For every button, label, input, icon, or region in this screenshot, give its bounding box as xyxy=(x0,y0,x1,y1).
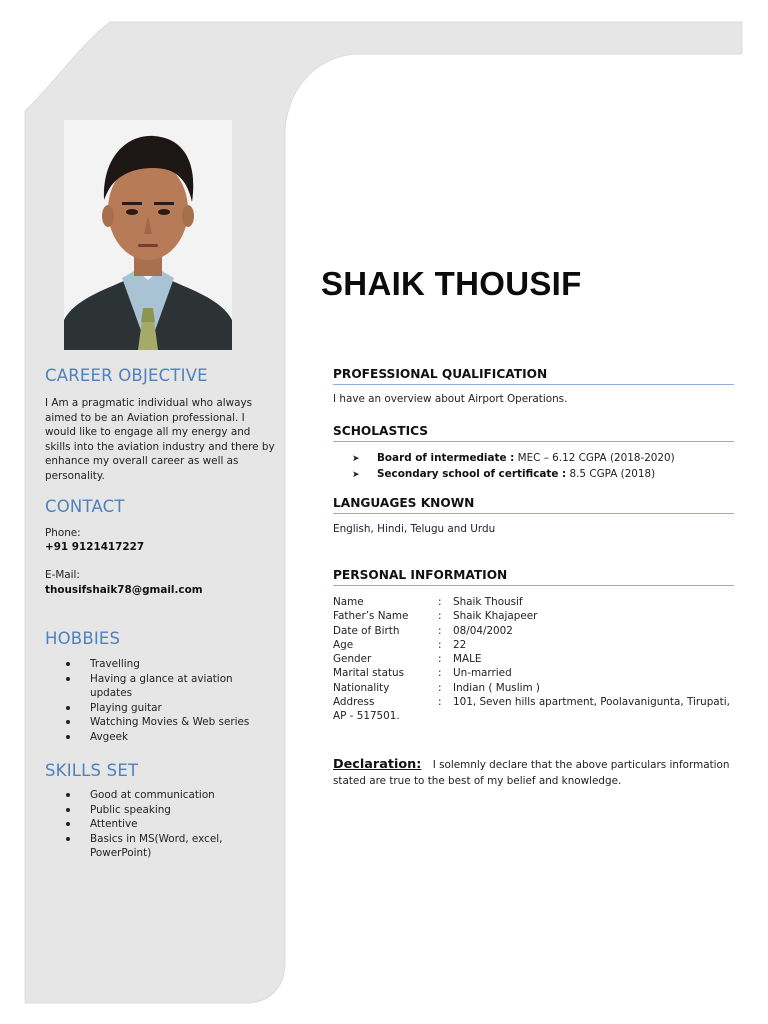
skills-heading: SKILLS SET xyxy=(45,761,139,780)
skills-list xyxy=(62,788,272,861)
career-objective-text: I Am a pragmatic individual who always aimed to be an Aviation professional. I would like to engage all my energy and skills into the aviation industry and there by enhance my overall career as well as personality. xyxy=(45,397,275,482)
list-item xyxy=(352,451,675,467)
table-row: Age : 22 xyxy=(333,638,467,651)
scholastic-label: Secondary school of certificate : xyxy=(377,467,567,480)
list-item: Public speaking xyxy=(62,803,272,818)
list-item xyxy=(352,467,675,483)
scholastics-list xyxy=(352,451,675,482)
phone-label: Phone: xyxy=(45,527,81,539)
scholastic-value: MEC – 6.12 CGPA (2018-2020) xyxy=(514,452,675,464)
list-item: Watching Movies & Web series xyxy=(62,715,272,730)
table-row: Father’s Name : Shaik Khajapeer xyxy=(333,610,538,623)
scholastics-heading: SCHOLASTICS xyxy=(333,424,734,442)
declaration xyxy=(333,757,733,789)
languages-heading: LANGUAGES KNOWN xyxy=(333,496,734,514)
list-item: Basics in MS(Word, excel, PowerPoint) xyxy=(62,832,272,861)
personal-information-table xyxy=(333,595,730,709)
list-item: Having a glance at aviation updates xyxy=(62,672,272,701)
personal-information-heading: PERSONAL INFORMATION xyxy=(333,568,734,586)
table-row: Name : Shaik Thousif xyxy=(333,596,523,608)
table-row: Nationality : Indian ( Muslim ) xyxy=(333,681,540,694)
arrow-bullet-icon: ➤ xyxy=(352,469,360,480)
table-row: Gender : MALE xyxy=(333,653,482,666)
scholastic-label: Board of intermediate : xyxy=(377,452,515,464)
list-item: Travelling xyxy=(62,657,272,672)
list-item: Avgeek xyxy=(62,730,272,745)
list-item: Playing guitar xyxy=(62,701,272,716)
hobbies-list xyxy=(62,657,272,744)
email-label: E-Mail: xyxy=(45,569,80,581)
address-continued: AP - 517501. xyxy=(333,710,400,722)
table-row: Date of Birth : 08/04/2002 xyxy=(333,624,513,637)
list-item: Good at communication xyxy=(62,788,272,803)
table-row: Address : 101, Seven hills apartment, Poolavanigunta, Tirupati, xyxy=(333,696,730,709)
declaration-text: I solemnly declare that the above particulars information stated are true to the best of my belief and knowledge. xyxy=(333,759,730,787)
candidate-name: SHAIK THOUSIF xyxy=(321,265,582,302)
career-objective-heading: CAREER OBJECTIVE xyxy=(45,366,208,385)
declaration-label: Declaration: xyxy=(333,757,422,772)
professional-qualification-text: I have an overview about Airport Operations. xyxy=(333,393,568,405)
languages-text: English, Hindi, Telugu and Urdu xyxy=(333,523,496,535)
professional-qualification-heading: PROFESSIONAL QUALIFICATION xyxy=(333,367,734,385)
profile-photo xyxy=(64,120,232,350)
contact-heading: CONTACT xyxy=(45,497,125,516)
phone-number: +91 9121417227 xyxy=(45,541,145,553)
email-address: thousifshaik78@gmail.com xyxy=(45,584,203,596)
scholastic-value: 8.5 CGPA (2018) xyxy=(566,467,656,480)
table-row: Marital status : Un-married xyxy=(333,667,512,680)
arrow-bullet-icon: ➤ xyxy=(352,454,360,464)
hobbies-heading: HOBBIES xyxy=(45,629,121,648)
list-item: Attentive xyxy=(62,817,272,832)
